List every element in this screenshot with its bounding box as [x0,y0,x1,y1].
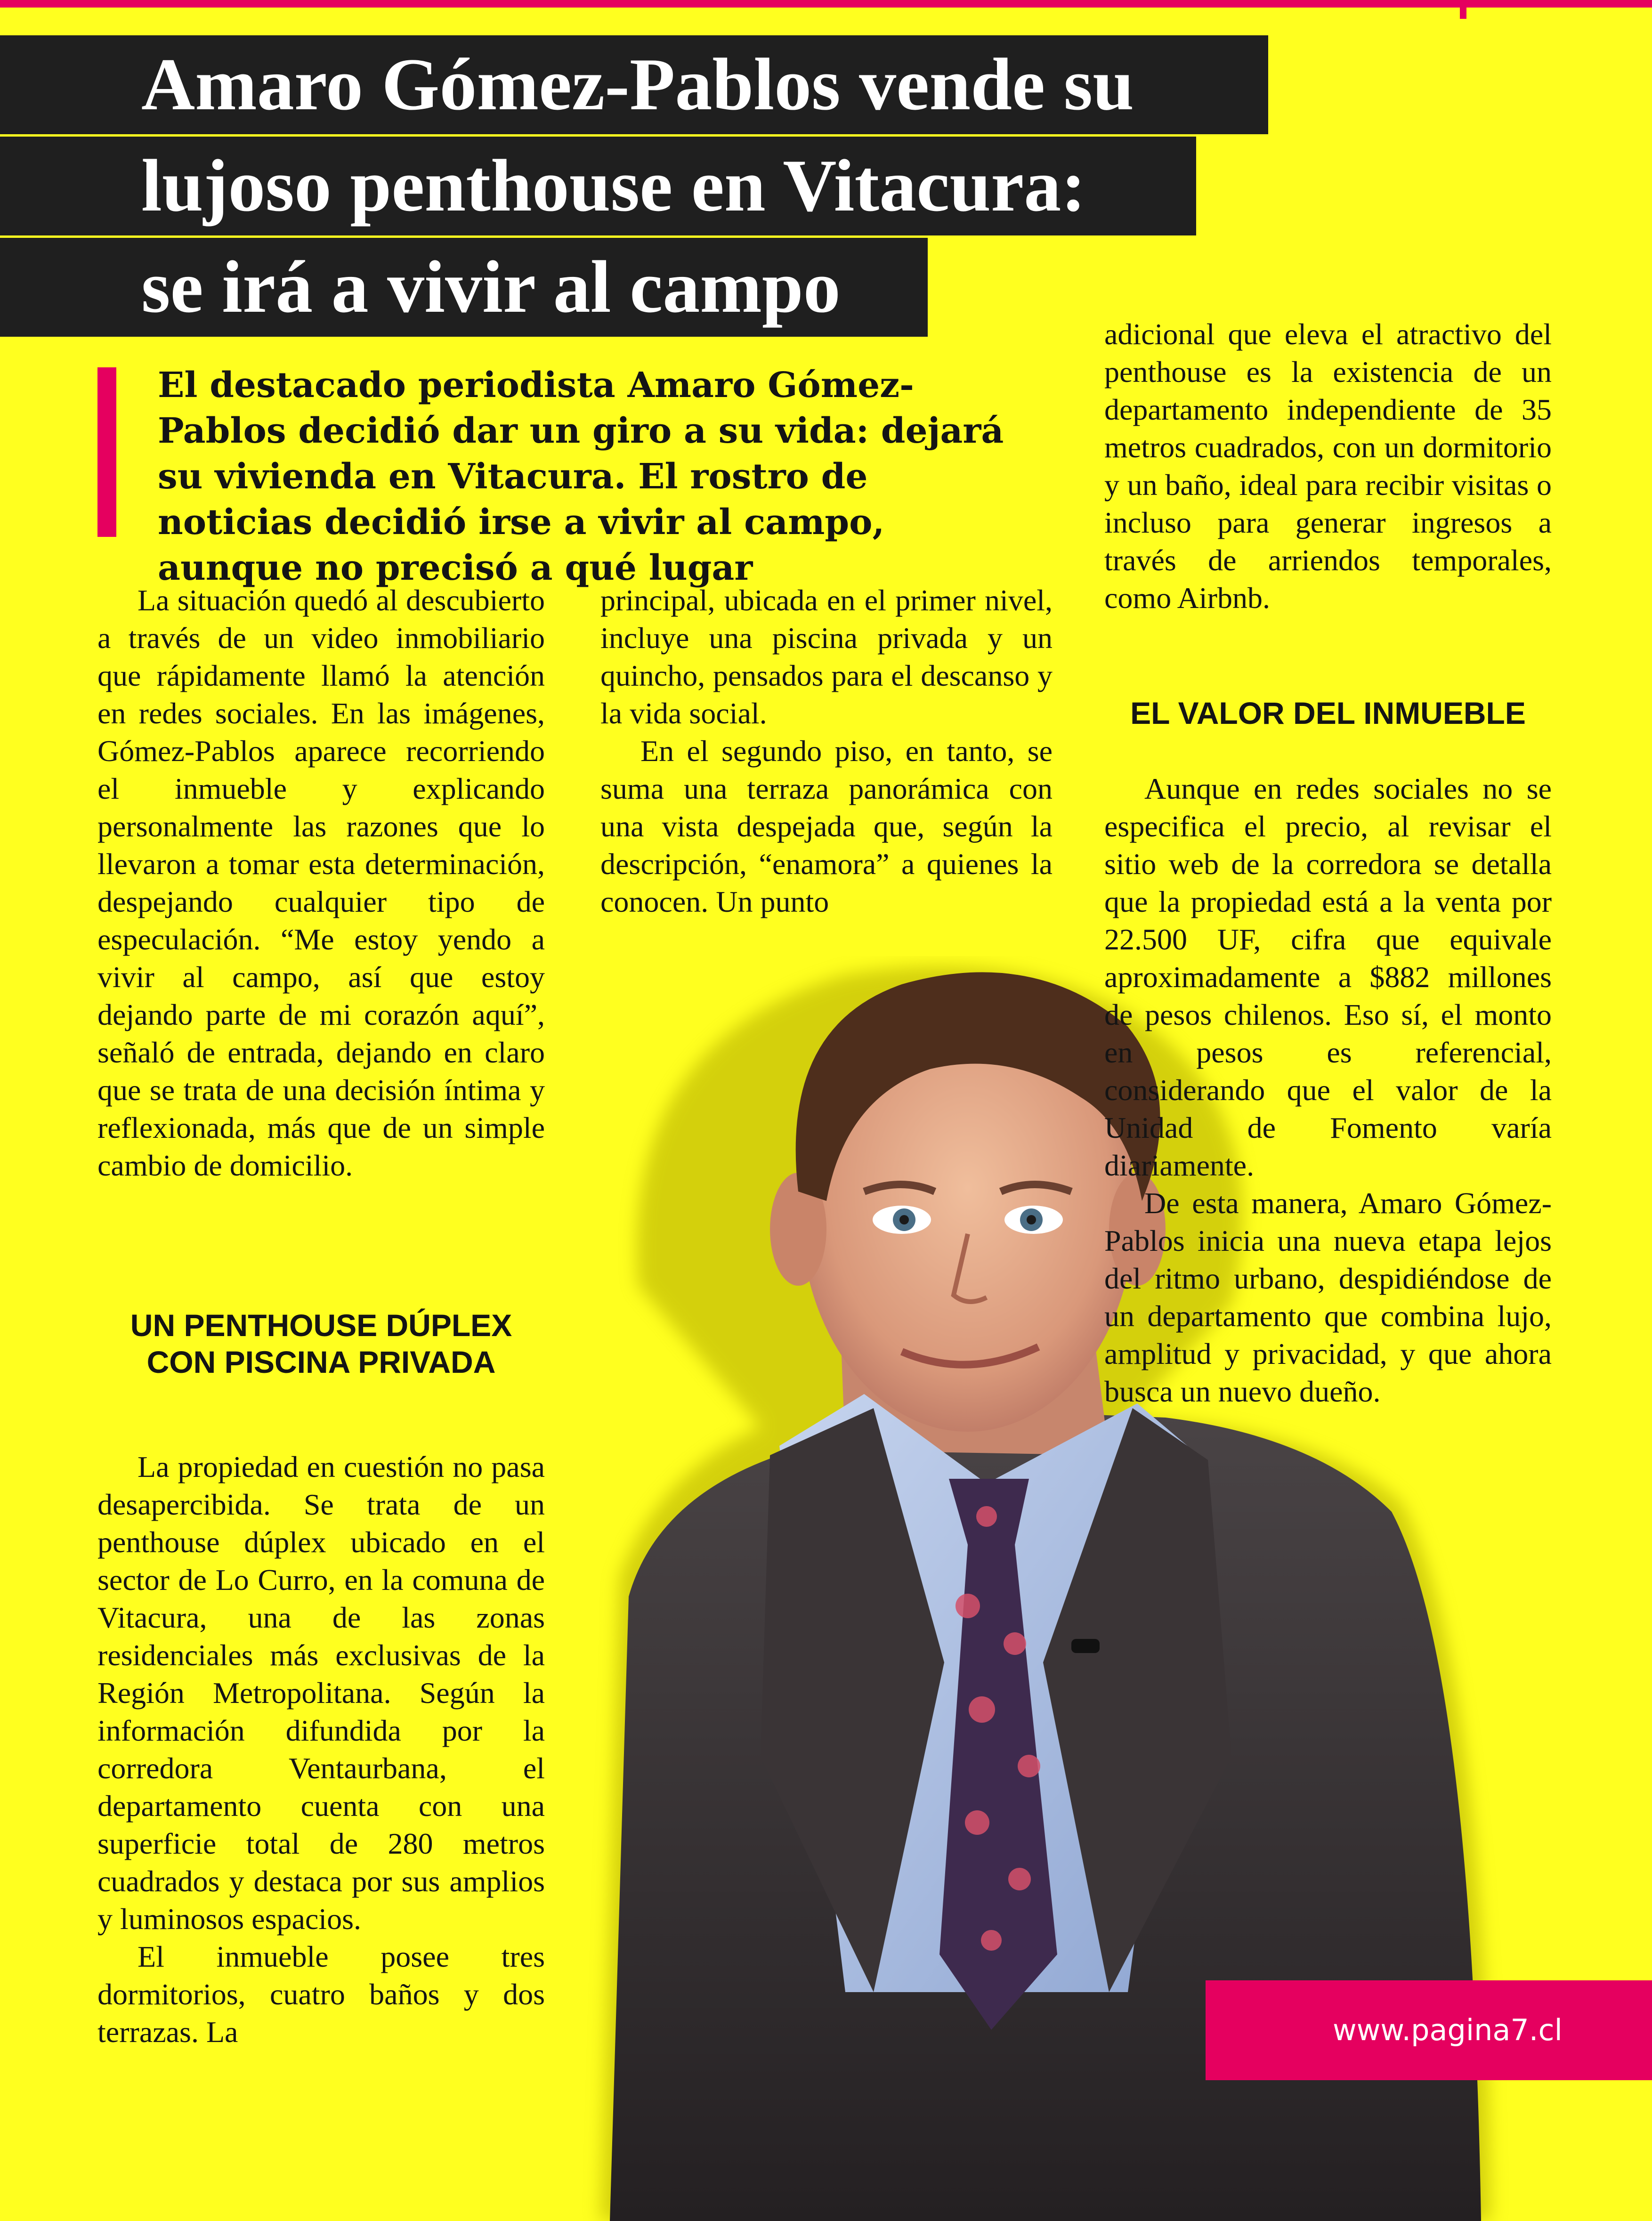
top-rule [0,0,1652,8]
body-paragraph: La situación quedó al descubierto a través de un video inmobiliario que rápidamente llamó la atención en redes sociales. En las imágenes, Gómez-Pablos aparece recorriendo el inmueble y explicando personalmente las razones que lo llevaron a tomar esta determinación, despejando cualquier tipo de especulación. “Me estoy yendo a vivir al campo, así que estoy dejando parte de mi corazón aquí”, señaló de entrada, dejando en claro que se trata de una decisión íntima y reflexionada, más que de un simple cambio de domicilio. [97,584,545,1182]
headline-line-1: Amaro Gómez-Pablos vende su [0,35,1268,134]
headline [0,35,1271,337]
body-paragraph: principal, ubicada en el primer nivel, incluye una piscina privada y un quincho, pensados para el descanso y la vida social. [600,584,1053,730]
column-3-top [1104,316,1552,617]
headline-line-3: se irá a vivir al campo [0,238,928,337]
subhead-penthouse-duplex: UN PENTHOUSE DÚPLEX CON PISCINA PRIVADA [130,1308,512,1379]
column-1-bottom [97,1448,545,2051]
column-1-top [97,582,545,1184]
body-paragraph: La propiedad en cuestión no pasa desapercibida. Se trata de un penthouse dúplex ubicado en el sector de Lo Curro, en la comuna de Vitacura, una de las zonas residenciales más exclusivas de la Región Metropolitana. Según la información difundida por la corredora Ventaurbana, el departamento cuenta con una superficie total de 280 metros cuadrados y destaca por sus amplios y luminosos espacios. [97,1450,545,1936]
footer-url-link[interactable]: www.pagina7.cl [1206,1980,1652,2080]
top-rule-mark [1460,0,1466,19]
subhead-valor-inmueble: EL VALOR DEL INMUEBLE [1130,696,1526,730]
body-paragraph: adicional que eleva el atractivo del penthouse es la existencia de un departamento independiente de 35 metros cuadrados, con un dormitorio y un baño, ideal para recibir visitas o incluso para generar ingresos a través de arriendos temporales, como Airbnb. [1104,317,1552,615]
body-paragraph: De esta manera, Amaro Gómez-Pablos inicia una nueva etapa lejos del ritmo urbano, despidiéndose de un departamento que combina lujo, amplitud y privacidad, y que ahora busca un nuevo dueño. [1104,1186,1552,1408]
column-3-bottom [1104,770,1552,1410]
headline-line-2: lujoso penthouse en Vitacura: [0,137,1196,235]
column-2 [600,582,1053,921]
body-paragraph: Aunque en redes sociales no se especifica el precio, al revisar el sitio web de la corredora se detalla que la propiedad está a la venta por 22.500 UF, cifra que equivale aproximadamente a $882 millones de pesos chilenos. Eso sí, el monto en pesos es referencial, considerando que el valor de la Unidad de Fomento varía diariamente. [1104,772,1552,1182]
lead-accent-bar [97,367,116,537]
lead-paragraph: El destacado periodista Amaro Gómez-Pablos decidió dar un giro a su vida: dejará su vivienda en Vitacura. El rostro de noticias decidió irse a vivir al campo, aunque no precisó a qué lugar [158,365,1004,588]
body-paragraph: En el segundo piso, en tanto, se suma una terraza panorámica con una vista despejada que, según la descripción, “enamora” a quienes la conocen. Un punto [600,734,1053,918]
body-paragraph: El inmueble posee tres dormitorios, cuatro baños y dos terrazas. La [97,1940,545,2049]
